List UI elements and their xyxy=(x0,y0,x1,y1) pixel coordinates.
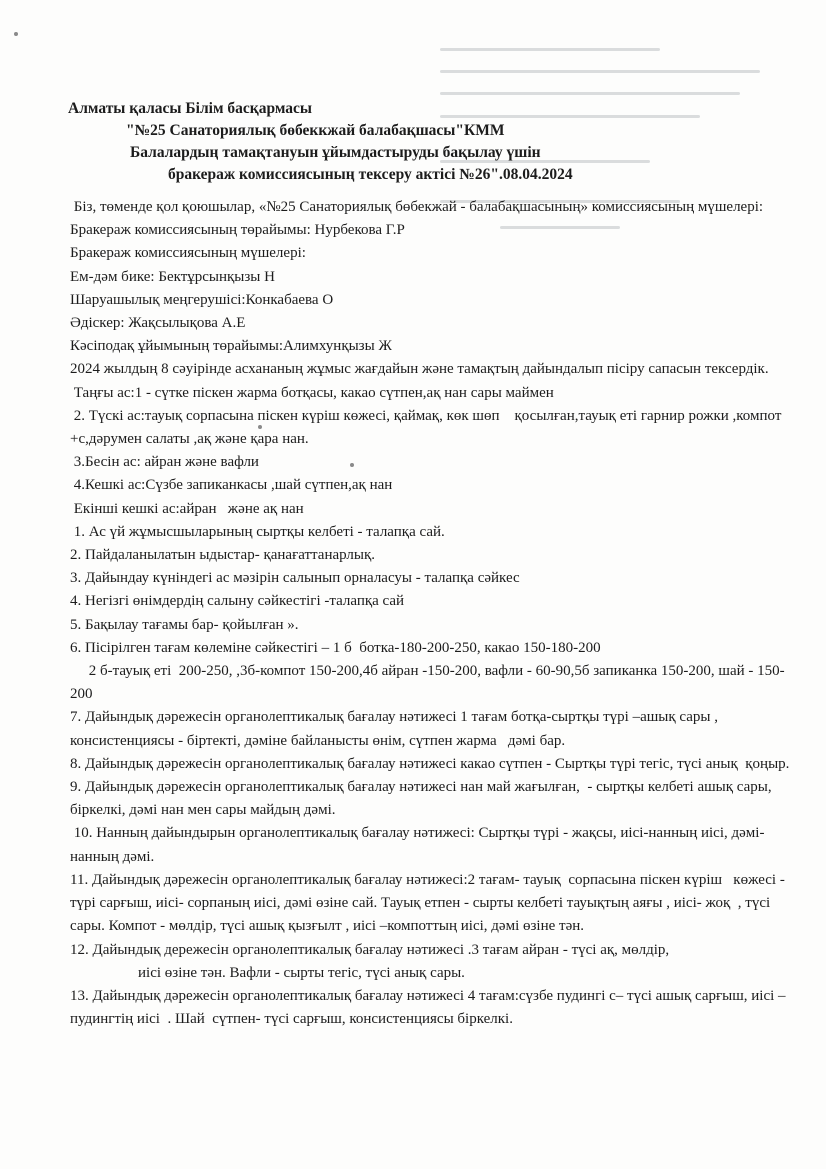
check-item-12-continued: иісі өзіне тән. Вафли - сырты тегіс, түсі анық сары. xyxy=(138,964,465,981)
intro-paragraph: Біз, төменде қол қоюшылар, «№25 Санаториялық бөбекжай - балабақшасының» комиссиясының мүшелері: xyxy=(70,199,764,215)
check-item-13: 13. Дайындық дәрежесін органолептикалық бағалау нәтижесі 4 тағам:сүзбе пудингі с– түсі ашық сарғыш, иісі –пудингтің иісі . Шай сүтпен- түсі сарғыш, консистенциясы біркелкі. xyxy=(70,987,786,1028)
check-item-2: 2. Пайдаланылатын ыдыстар- қанағаттанарлық. xyxy=(70,547,376,564)
commission-members-label: Бракераж комиссиясының мүшелері: xyxy=(70,245,306,262)
member-housekeeping: Шаруашылық меңгерушісі:Конкабаева О xyxy=(70,291,334,308)
check-item-7: 7. Дайындық дәрежесін органолептикалық бағалау нәтижесі 1 тағам ботқа-сыртқы түрі –ашық сары , консистенциясы - біртекті, дәміне байланысты өнім, сүтпен жарма дәмі бар. xyxy=(70,709,722,749)
check-item-10: 10. Нанның дайындырын органолептикалық бағалау нәтижесі: Сыртқы түрі - жақсы, иісі-нанның иісі, дәмі-нанның дәмі. xyxy=(70,825,765,865)
menu-snack: 3.Бесін ас: айран және вафли xyxy=(70,454,259,471)
act-body xyxy=(70,196,790,1031)
menu-lunch: 2. Түскі ас:тауық сорпасына піскен күріш көжесі, қаймақ, көк шөп қосылған,тауық еті гарнир рожки ,компот +с,дәрумен салаты ,ақ және қара нан. xyxy=(70,407,786,448)
menu-breakfast: Таңғы ас:1 - сүтке піскен жарма ботқасы, какао сүтпен,ақ нан сары маймен xyxy=(70,384,554,401)
act-subtitle: Балалардың тамақтануын ұйымдастыруды бақылау үшін xyxy=(130,144,541,161)
check-item-6-continued: 2 б-тауық еті 200-250, ,3б-компот 150-200,4б айран -150-200, вафли - 60-90,5б запиканка 150-200, шай - 150-200 xyxy=(70,663,785,703)
member-dietitian: Ем-дәм бике: Бектұрсынқызы Н xyxy=(70,268,275,285)
organization-name: Алматы қаласы Білім басқармасы xyxy=(68,100,313,117)
act-title: бракераж комиссиясының тексеру актісі №26".08.04.2024 xyxy=(168,166,573,183)
check-item-4: 4. Негізгі өнімдердің салыну сәйкестігі -талапқа сай xyxy=(70,593,405,610)
check-item-3: 3. Дайындау күніндегі ас мәзірін салынып орналасуы - талапқа сәйкес xyxy=(70,570,520,587)
kindergarten-name: "№25 Санаториялық бөбеккжай балабақшасы"КММ xyxy=(126,122,505,139)
member-union-chair: Кәсіподақ ұйымының төрайымы:Алимхунқызы Ж xyxy=(70,338,392,355)
inspection-statement: 2024 жылдың 8 сәуірінде асхананың жұмыс жағдайын және тамақтың дайындалып пісіру сапасын тексердік. xyxy=(70,361,769,378)
member-methodologist: Әдіскер: Жақсылықова А.Е xyxy=(70,315,246,332)
check-item-6: 6. Пісірілген тағам көлеміне сәйкестігі – 1 б ботка-180-200-250, какао 150-180-200 xyxy=(70,639,601,656)
commission-chair: Бракераж комиссиясының төрайымы: Нурбекова Г.Р xyxy=(70,222,405,239)
scan-speck xyxy=(14,32,18,36)
check-item-11: 11. Дайындық дәрежесін органолептикалық бағалау нәтижесі:2 тағам- тауық сорпасына піскен күріш көжесі - түрі сарғыш, иісі- сорпаның иісі, дәмі өзіне сай. Тауық етпен - сырты келбеті тауықтың аяғы , иісі- жоқ , түсі сары. Компот - мөлдір, түсі ашық қызғылт , иісі –компоттың иісі, дәмі өзіне тән. xyxy=(70,871,789,935)
check-item-12: 12. Дайындық дережесін органолептикалық бағалау нәтижесі .3 тағам айран - түсі ақ, мөлдір, xyxy=(70,941,670,958)
menu-dinner: 4.Кешкі ас:Сүзбе запиканкасы ,шай сүтпен,ақ нан xyxy=(70,477,393,494)
check-item-1: 1. Ас үй жұмысшыларының сыртқы келбеті - талапқа сай. xyxy=(70,523,445,540)
check-item-5: 5. Бақылау тағамы бар- қойылған ». xyxy=(70,616,299,633)
menu-second-dinner: Екінші кешкі ас:айран және ақ нан xyxy=(70,500,304,517)
check-item-8: 8. Дайындық дәрежесін органолептикалық бағалау нәтижесі какао сүтпен - Сыртқы түрі тегіс, түсі анық қоңыр. xyxy=(70,755,790,772)
check-item-9: 9. Дайындық дәрежесін органолептикалық бағалау нәтижесі нан май жағылған, - сыртқы келбеті ашық сары, біркелкі, дәмі нан мен сары майдың дәмі. xyxy=(70,779,776,819)
